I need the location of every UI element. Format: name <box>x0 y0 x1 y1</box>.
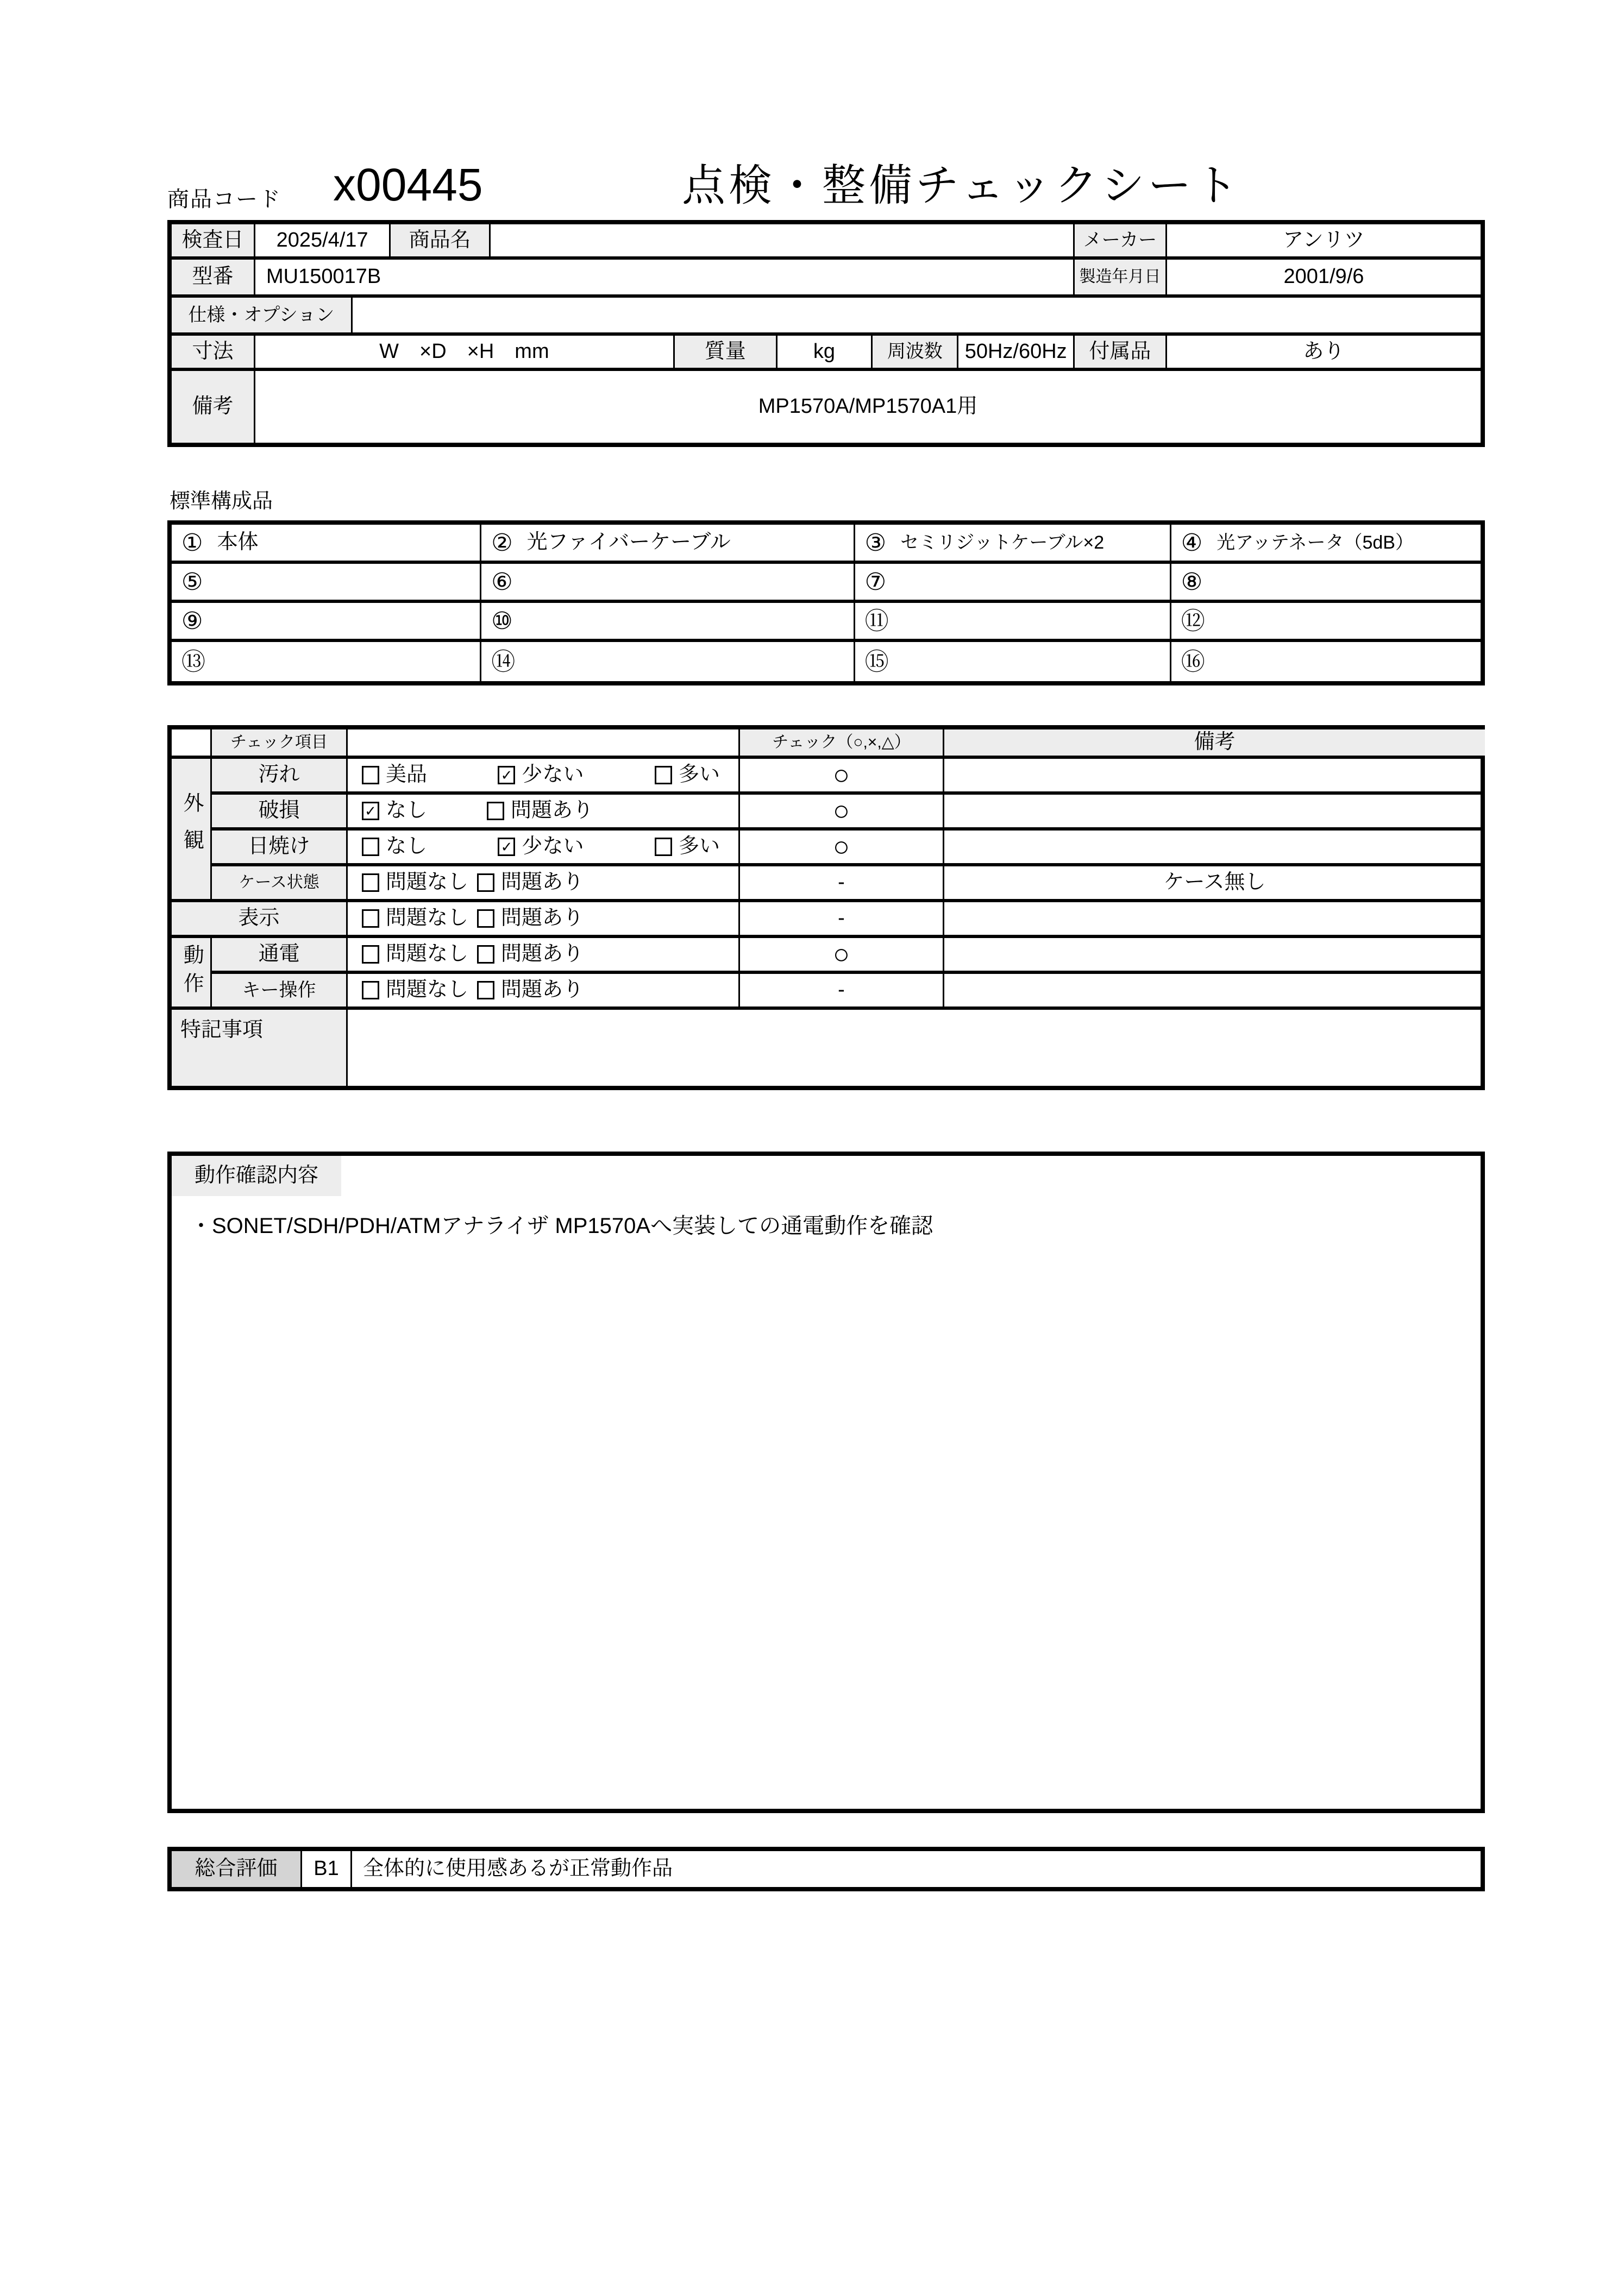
option-label: 問題あり <box>511 799 594 822</box>
mfg-date-value: 2001/9/6 <box>1283 265 1364 288</box>
checklist-options-header <box>348 729 740 759</box>
option-label: 多い <box>678 763 720 787</box>
components-table <box>167 520 1485 685</box>
inspection-date-value: 2025/4/17 <box>255 224 391 256</box>
option <box>362 870 468 896</box>
component-number: ⑬ <box>181 648 205 675</box>
option-label: なし <box>386 835 428 858</box>
check-remarks <box>944 974 1485 1010</box>
option <box>362 905 468 932</box>
info-row-5 <box>172 371 1481 443</box>
component-cell <box>172 525 481 561</box>
check-row-options <box>348 831 740 866</box>
checkbox[interactable] <box>477 873 494 892</box>
check-row-label: キー操作 <box>212 974 348 1010</box>
check-remarks <box>944 902 1485 938</box>
operation-check-label: 動作確認内容 <box>172 1156 341 1196</box>
component-cell <box>481 642 855 681</box>
check-row-label: 通電 <box>212 938 348 974</box>
overall-rating-label: 総合評価 <box>172 1851 302 1887</box>
info-row-4 <box>172 336 1481 371</box>
component-cell <box>172 642 481 681</box>
component-cell <box>1171 564 1481 600</box>
check-result: ○ <box>740 938 944 974</box>
model-value: MU150017B <box>255 260 1075 294</box>
component-number: ② <box>491 529 513 556</box>
checkbox[interactable] <box>362 909 379 928</box>
component-name: 光アッテネータ（5dB） <box>1217 532 1414 553</box>
option <box>477 905 584 932</box>
maker-label: メーカー <box>1075 224 1167 256</box>
component-number: ⑦ <box>864 568 887 595</box>
check-row-options <box>348 902 740 938</box>
check-row-options <box>348 759 740 795</box>
check-row-options <box>348 795 740 831</box>
option-label: 問題あり <box>501 978 584 1002</box>
component-cell <box>172 603 481 639</box>
check-result: ○ <box>740 831 944 866</box>
spec-option-value <box>353 298 1481 332</box>
maker-value: アンリツ <box>1283 228 1365 251</box>
check-row-options <box>348 938 740 974</box>
check-row-label: 表示 <box>172 902 348 938</box>
special-notes-value <box>348 1010 1485 1086</box>
components-row-3 <box>172 603 1481 642</box>
components-row-2 <box>172 564 1481 603</box>
option-label: 問題あり <box>501 871 584 894</box>
option-label: 問題なし <box>386 978 469 1002</box>
component-name: セミリジットケーブル×2 <box>900 532 1105 553</box>
component-number: ③ <box>864 529 887 556</box>
check-result: - <box>740 902 944 938</box>
dimensions-label: 寸法 <box>172 336 255 368</box>
component-cell <box>855 603 1171 639</box>
operation-check-box <box>167 1152 1485 1813</box>
checklist-header-corner <box>172 729 212 759</box>
option <box>362 977 468 1003</box>
check-result: ○ <box>740 795 944 831</box>
option-label: 多い <box>678 835 720 858</box>
option-label: 問題なし <box>386 907 469 930</box>
weight-label: 質量 <box>675 336 777 368</box>
check-row-options <box>348 974 740 1010</box>
option-label: 問題あり <box>501 942 584 966</box>
remarks-label: 備考 <box>172 371 255 443</box>
check-result: - <box>740 866 944 902</box>
component-number: ⑨ <box>181 607 203 634</box>
check-remarks <box>944 795 1485 831</box>
spec-option-label: 仕様・オプション <box>172 298 353 332</box>
overall-rating-table <box>167 1847 1485 1891</box>
component-cell <box>855 564 1171 600</box>
component-cell <box>855 642 1171 681</box>
option <box>655 762 720 788</box>
component-cell <box>1171 603 1481 639</box>
check-remarks <box>944 759 1485 795</box>
option <box>498 834 584 860</box>
checkbox[interactable]: ✓ <box>498 766 515 784</box>
component-number: ⑯ <box>1181 648 1205 675</box>
checkbox[interactable] <box>477 945 494 964</box>
component-number: ⑤ <box>181 568 203 595</box>
option <box>477 941 584 967</box>
option <box>655 834 720 860</box>
checkbox[interactable]: ✓ <box>362 802 379 820</box>
components-row-4 <box>172 642 1481 681</box>
check-remarks <box>944 938 1485 974</box>
overall-rating-comment: 全体的に使用感あるが正常動作品 <box>363 1857 673 1880</box>
frequency-label: 周波数 <box>873 336 958 368</box>
option <box>498 762 584 788</box>
info-table <box>167 220 1485 447</box>
page-title: 点検・整備チェックシート <box>682 161 1241 210</box>
checkbox[interactable] <box>362 981 379 999</box>
info-row-1 <box>172 224 1481 260</box>
component-cell <box>481 603 855 639</box>
checkbox[interactable] <box>362 838 379 856</box>
component-number: ④ <box>1181 529 1203 556</box>
component-number: ⑪ <box>864 607 889 634</box>
group-operation-label: 動作 <box>172 938 212 1010</box>
component-number: ⑫ <box>1181 607 1205 634</box>
overall-rating-grade: B1 <box>302 1851 352 1887</box>
option-label: 少ない <box>522 835 584 858</box>
component-cell <box>481 525 855 561</box>
checkbox[interactable]: ✓ <box>498 838 515 856</box>
dimensions-value: W ×D ×H mm <box>255 336 675 368</box>
option-label: 問題あり <box>501 907 584 930</box>
checkbox[interactable] <box>477 981 494 999</box>
product-name-value <box>491 224 1075 256</box>
operation-check-line: ・SONET/SDH/PDH/ATMアナライザ MP1570Aへ実装しての通電動作を確認 <box>190 1214 933 1238</box>
model-label: 型番 <box>172 260 255 294</box>
inspection-date-label: 検査日 <box>172 224 255 256</box>
checkbox[interactable] <box>655 766 672 784</box>
remarks-value: MP1570A/MP1570A1用 <box>758 395 978 418</box>
option-label: 問題なし <box>386 871 469 894</box>
components-row-1 <box>172 525 1481 564</box>
option-label: 美品 <box>386 763 428 787</box>
check-remarks <box>944 831 1485 866</box>
product-code-label: 商品コード <box>167 187 281 211</box>
component-cell <box>855 525 1171 561</box>
check-row-label: 汚れ <box>212 759 348 795</box>
checkbox[interactable] <box>362 873 379 892</box>
option-label: 少ない <box>522 763 584 787</box>
group-exterior-label: 外観 <box>172 759 212 902</box>
option-label: 問題なし <box>386 942 469 966</box>
option <box>362 762 427 788</box>
check-row-options <box>348 866 740 902</box>
component-number: ⑥ <box>491 568 513 595</box>
checkbox[interactable] <box>655 838 672 856</box>
checkbox[interactable] <box>487 802 504 820</box>
component-number: ⑧ <box>1181 568 1203 595</box>
checkbox[interactable] <box>362 945 379 964</box>
overall-rating-row <box>172 1851 1481 1887</box>
checklist-check-header: チェック（○,×,△） <box>740 729 944 759</box>
component-cell <box>481 564 855 600</box>
checkbox[interactable] <box>362 766 379 784</box>
component-number: ⑮ <box>864 648 889 675</box>
check-result: ○ <box>740 759 944 795</box>
accessories-label: 付属品 <box>1075 336 1167 368</box>
mfg-date-label: 製造年月日 <box>1075 260 1167 294</box>
components-section-title: 標準構成品 <box>170 490 273 513</box>
check-remarks: ケース無し <box>944 866 1485 902</box>
accessories-value: あり <box>1303 339 1345 363</box>
component-number: ⑭ <box>491 648 516 675</box>
component-name: 本体 <box>217 531 259 554</box>
option <box>362 941 468 967</box>
component-name: 光ファイバーケーブル <box>526 531 731 554</box>
check-row-label: 日焼け <box>212 831 348 866</box>
weight-value: kg <box>777 336 873 368</box>
checkbox[interactable] <box>477 909 494 928</box>
option-label: なし <box>386 799 428 822</box>
special-notes-label: 特記事項 <box>172 1010 348 1086</box>
component-number: ⑩ <box>491 607 513 634</box>
check-result: - <box>740 974 944 1010</box>
component-cell <box>172 564 481 600</box>
option <box>362 798 427 824</box>
check-row-label: 破損 <box>212 795 348 831</box>
product-name-label: 商品名 <box>391 224 491 256</box>
checklist-table <box>167 725 1485 1090</box>
option <box>362 834 427 860</box>
component-cell <box>1171 642 1481 681</box>
component-number: ① <box>181 529 203 556</box>
product-code-value: x00445 <box>333 159 483 210</box>
option <box>487 798 593 824</box>
component-cell <box>1171 525 1481 561</box>
check-row-label: ケース状態 <box>212 866 348 902</box>
frequency-value: 50Hz/60Hz <box>958 336 1075 368</box>
info-row-2 <box>172 260 1481 298</box>
info-row-3 <box>172 298 1481 336</box>
checklist-item-header: チェック項目 <box>212 729 348 759</box>
option <box>477 977 584 1003</box>
checklist-remarks-header: 備考 <box>944 729 1485 759</box>
option <box>477 870 584 896</box>
